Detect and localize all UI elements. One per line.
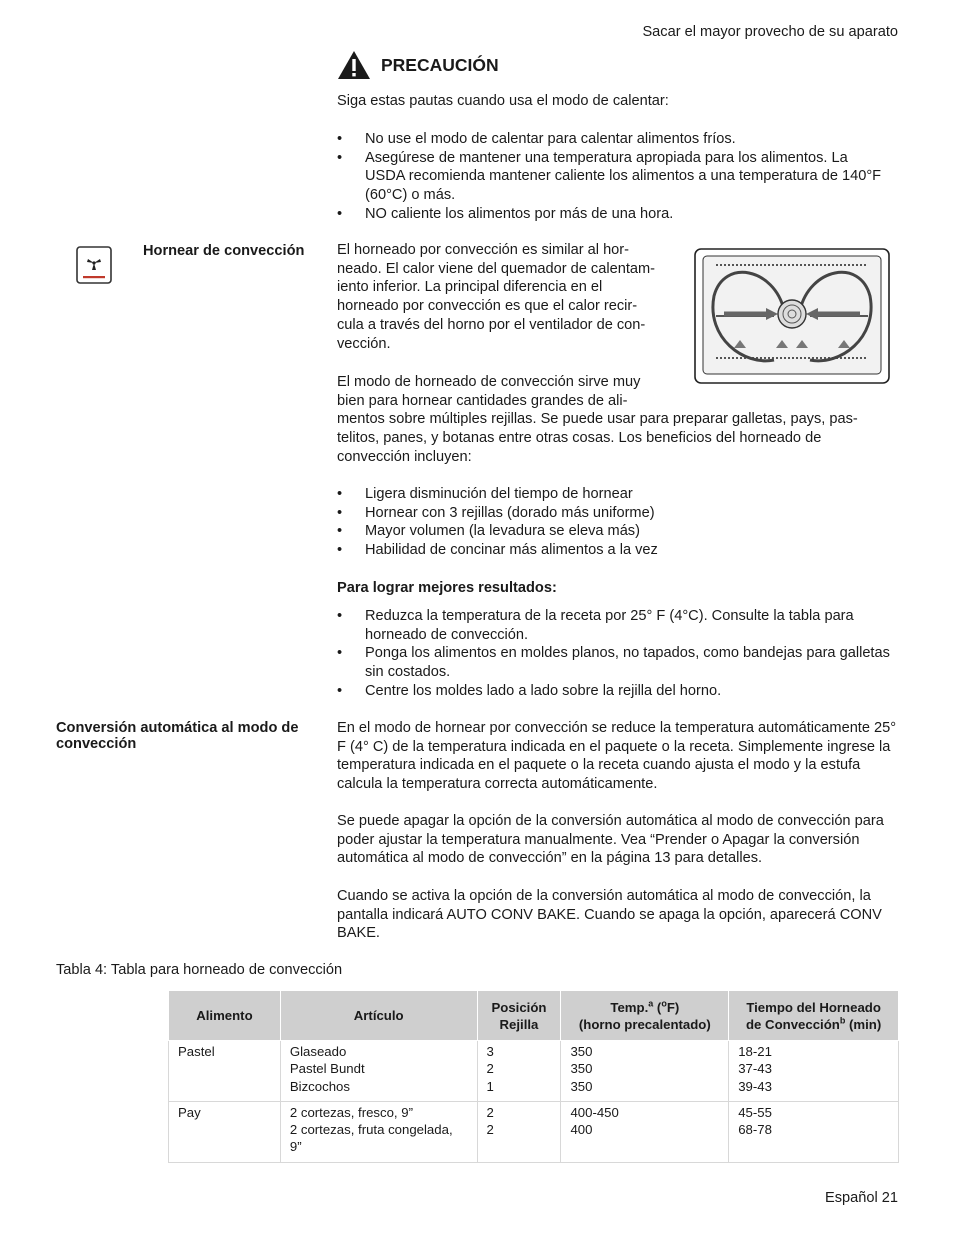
caution-title: PRECAUCIÓN [381, 54, 499, 75]
convection-bake-table [168, 990, 899, 1163]
column-header-item: Artículo [280, 991, 477, 1041]
running-header: Sacar el mayor provecho de su aparato [642, 24, 898, 40]
convection-intro-paragraph [337, 241, 682, 353]
food-cell: Pastel [169, 1041, 281, 1102]
auto-conversion-paragraph: Se puede apagar la opción de la conversión automática al modo de convección para poder ajustar la temperatura manualmente. Vea “Prender o Apagar la conversión automática al modo de convección” en la página 13 para detalles. [337, 813, 884, 867]
cell-line: 2 [486, 1061, 494, 1077]
temp-cell [561, 1101, 729, 1162]
header-line [735, 1016, 892, 1033]
text-line: telitos, panes, y botanas entre otras cosas. Los beneficios del horneado de [337, 430, 822, 447]
auto-conversion-paragraph: Cuando se activa la opción de la conversión automática al modo de convección, la pantalla indicará AUTO CONV BAKE. Cuando se apaga la opción, aparecerá CONV BAKE. [337, 888, 882, 942]
cell-line: 2 cortezas, fruta congelada, 9” [289, 1122, 453, 1155]
table-row [169, 1101, 899, 1162]
text-line: El modo de horneado de convección sirve muy [337, 374, 641, 390]
header-text: Temp. [610, 999, 649, 1015]
column-header-temp [561, 991, 729, 1041]
header-line: Posición [491, 999, 547, 1015]
cell-line: 350 [570, 1044, 593, 1059]
table-caption: Tabla 4: Tabla para horneado de convección [56, 962, 343, 978]
cell-line: 2 cortezas, fresco, 9” [289, 1104, 413, 1120]
cell-line: 350 [570, 1078, 593, 1094]
cell-line: 2 [486, 1104, 494, 1120]
item-cell [280, 1041, 477, 1102]
rack-cell [477, 1041, 561, 1102]
column-header-rack [477, 991, 561, 1041]
header-text: de Convección [746, 1016, 840, 1032]
cell-line: 400 [570, 1122, 593, 1138]
column-header-food: Alimento [169, 991, 281, 1041]
auto-conversion-paragraph: En el modo de hornear por convección se reduce la temperatura automáticamente 25° F (4° C) de la temperatura indicada en el paquete o la receta. Simplemente ingrese la temperatura indicada en el paquete o la receta cuando ajusta el modo y la estufa calcula la temperatura correcta automáticamente. [337, 720, 897, 793]
page-footer: Español 21 [824, 1190, 898, 1206]
cell-line: 39-43 [738, 1078, 772, 1094]
list-item: • Reduzca la temperatura de la receta por 25° F (4°C). Consulte la tabla para horneado de convección. [337, 607, 899, 644]
section-heading-convection-bake: Hornear de convección [143, 243, 305, 259]
heading-line: Conversión automática al modo de [56, 720, 299, 736]
cell-line: 1 [486, 1078, 494, 1094]
table-row [169, 1041, 899, 1102]
list-item: • Centre los moldes lado a lado sobre la rejilla del horno. [337, 682, 899, 701]
header-line: Rejilla [499, 1016, 539, 1032]
text-line: neado. El calor viene del quemador de calentam- [337, 260, 656, 277]
footnote-marker: a [648, 998, 654, 1009]
rack-cell [477, 1101, 561, 1162]
header-text: (min) [845, 1016, 882, 1032]
temp-cell [561, 1041, 729, 1102]
header-text: ( [653, 999, 662, 1015]
benefits-list [337, 485, 899, 560]
food-cell: Pay [169, 1101, 281, 1162]
tips-heading: Para lograr mejores resultados: [337, 580, 557, 596]
list-item: • Hornear con 3 rejillas (dorado más uniforme) [337, 504, 899, 523]
list-item: • Asegúrese de mantener una temperatura apropiada para los alimentos. La USDA recomienda mantener caliente los alimentos a una temperatura de 140°F (60°C) o más. [337, 149, 899, 205]
header-line [567, 999, 722, 1016]
tips-list [337, 607, 899, 701]
footnote-marker: b [839, 1015, 846, 1026]
cell-line: 400-450 [570, 1104, 619, 1120]
cell-line: 45-55 [738, 1104, 772, 1120]
cell-line: 3 [486, 1044, 494, 1059]
column-header-time [729, 991, 899, 1041]
text-line: cula a través del horno por el ventilador de con- [337, 316, 646, 333]
time-cell [729, 1041, 899, 1102]
convection-oven-diagram [694, 248, 890, 384]
text-line: vección. [337, 335, 391, 352]
list-item: • Ligera disminución del tiempo de hornear [337, 485, 899, 504]
degree-marker: o [661, 998, 667, 1009]
text-line: bien para hornear cantidades grandes de ali- [337, 392, 628, 409]
list-item: • Ponga los alimentos en moldes planos, no tapados, como bandejas para galletas sin costados. [337, 644, 899, 681]
table-header-row [169, 991, 899, 1041]
heading-line: convección [56, 736, 137, 752]
convection-uses-paragraph [337, 373, 899, 467]
header-line: Tiempo del Horneado [746, 999, 881, 1015]
text-line: convección incluyen: [337, 448, 472, 465]
list-item: • NO caliente los alimentos por más de una hora. [337, 205, 899, 224]
cell-line: Bizcochos [289, 1078, 350, 1094]
text-line: mentos sobre múltiples rejillas. Se puede usar para preparar galletas, pays, pas- [337, 411, 858, 428]
text-line: horneado por convección es que el calor recir- [337, 298, 638, 315]
section-heading-auto-conversion [56, 720, 298, 752]
cell-line: 2 [486, 1122, 494, 1138]
list-item: • Habilidad de concinar más alimentos a la vez [337, 541, 899, 560]
caution-heading [337, 50, 499, 80]
cell-line: Pastel Bundt [289, 1061, 365, 1077]
cell-line: 18-21 [738, 1044, 772, 1059]
list-item: • Mayor volumen (la levadura se eleva más) [337, 522, 899, 541]
list-item: • No use el modo de calentar para calentar alimentos fríos. [337, 130, 899, 149]
caution-list [337, 130, 899, 224]
convection-fan-icon [76, 246, 112, 284]
item-cell [280, 1101, 477, 1162]
caution-intro: Siga estas pautas cuando usa el modo de calentar: [337, 93, 669, 109]
header-line: (horno precalentado) [578, 1016, 711, 1032]
text-line: El horneado por convección es similar al hor- [337, 242, 630, 258]
header-text: F) [666, 999, 680, 1015]
cell-line: 37-43 [738, 1061, 772, 1077]
cell-line: 68-78 [738, 1122, 772, 1138]
warning-triangle-icon [337, 50, 371, 80]
time-cell [729, 1101, 899, 1162]
text-line: iento inferior. La principal diferencia en el [337, 279, 603, 296]
cell-line: 350 [570, 1061, 593, 1077]
cell-line: Glaseado [289, 1044, 347, 1059]
